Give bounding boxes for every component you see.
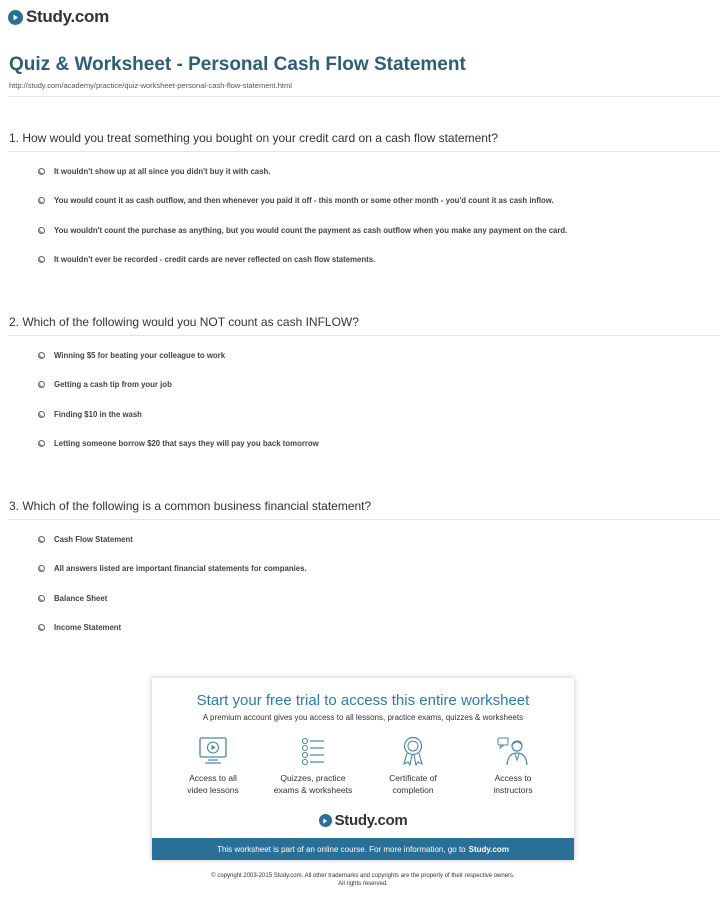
play-icon (8, 10, 23, 25)
answer-option[interactable] (38, 380, 172, 389)
feature-label-line2: video lessons (187, 785, 239, 795)
study-logo[interactable] (8, 7, 109, 27)
feature-label-line1: Access to all (189, 773, 237, 783)
answer-text: You wouldn't count the purchase as anything, but you would count the payment as cash outflow when you make any payment on the card. (54, 226, 568, 235)
answer-option[interactable] (38, 564, 307, 573)
feature-instructors (463, 736, 563, 796)
feature-label-line1: Certificate of (389, 773, 437, 783)
answer-option[interactable] (38, 535, 133, 544)
answer-option[interactable] (38, 623, 121, 632)
feature-label-line2: completion (392, 785, 434, 795)
feature-video-lessons (163, 736, 263, 796)
radio-icon[interactable] (38, 197, 45, 204)
radio-icon[interactable] (38, 352, 45, 359)
answer-option[interactable] (38, 196, 554, 205)
radio-icon[interactable] (38, 168, 45, 175)
checklist-icon (296, 736, 330, 766)
divider (9, 151, 719, 152)
feature-label-line1: Quizzes, practice (280, 773, 346, 783)
feature-label-line2: exams & worksheets (273, 785, 353, 795)
answer-option[interactable] (38, 167, 270, 176)
study-link[interactable]: Study.com (468, 844, 509, 854)
radio-icon[interactable] (38, 624, 45, 631)
radio-icon[interactable] (38, 256, 45, 263)
answer-option[interactable] (38, 439, 319, 448)
page-url[interactable]: http://study.com/academy/practice/quiz-worksheet-personal-cash-flow-statement.html (9, 81, 292, 90)
answer-text: Balance Sheet (54, 594, 108, 603)
radio-icon[interactable] (38, 595, 45, 602)
feature-label-line1: Access to (494, 773, 532, 783)
promo-subtitle: A premium account gives you access to all lessons, practice exams, quizzes & worksheets (202, 713, 524, 722)
answer-text: It wouldn't ever be recorded - credit cards are never reflected on cash flow statements. (54, 255, 376, 264)
answer-text: All answers listed are important financial statements for companies. (54, 564, 307, 573)
radio-icon[interactable] (38, 381, 45, 388)
play-icon (319, 814, 332, 827)
instructor-icon (496, 736, 530, 766)
promo-study-logo[interactable] (152, 812, 574, 829)
answer-option[interactable] (38, 226, 567, 235)
copyright-line2: All rights reserved. (338, 881, 388, 887)
question-3: 3. Which of the following is a common business financial statement? (9, 499, 372, 513)
divider (9, 96, 719, 97)
radio-icon[interactable] (38, 227, 45, 234)
answer-option[interactable] (38, 351, 225, 360)
question-1: 1. How would you treat something you bought on your credit card on a cash flow statement? (9, 131, 498, 145)
answer-text: Income Statement (54, 623, 122, 632)
promo-footer-banner (152, 838, 574, 860)
answer-text: Letting someone borrow $20 that says they will pay you back tomorrow (54, 439, 319, 448)
divider (9, 335, 719, 336)
answer-option[interactable] (38, 594, 107, 603)
certificate-ribbon-icon (396, 736, 430, 766)
answer-text: Winning $5 for beating your colleague to work (54, 351, 226, 360)
answer-text: It wouldn't show up at all since you didn't buy it with cash. (54, 167, 271, 176)
feature-quizzes (263, 736, 363, 796)
logo-text: Study.com (334, 812, 408, 829)
video-player-icon (196, 736, 230, 766)
logo-text: Study.com (26, 7, 109, 26)
answer-text: Finding $10 in the wash (54, 410, 142, 419)
divider (9, 519, 719, 520)
question-2: 2. Which of the following would you NOT count as cash INFLOW? (9, 315, 359, 329)
copyright-line1: © copyright 2003-2015 Study.com. All other trademarks and copyrights are the property of their respective owners. (211, 873, 515, 879)
answer-option[interactable] (38, 410, 142, 419)
promo-title[interactable]: Start your free trial to access this entire worksheet (196, 692, 530, 709)
answer-text: Cash Flow Statement (54, 535, 133, 544)
free-trial-promo[interactable] (152, 678, 574, 860)
radio-icon[interactable] (38, 536, 45, 543)
copyright (152, 872, 574, 888)
page-title: Quiz & Worksheet - Personal Cash Flow Statement (9, 54, 466, 75)
answer-option[interactable] (38, 255, 375, 264)
answer-text: Getting a cash tip from your job (54, 380, 172, 389)
answer-text: You would count it as cash outflow, and then whenever you paid it off - this month or some other month - you'd count it as cash inflow. (54, 196, 554, 205)
promo-footer-text: This worksheet is part of an online course. For more information, go to (217, 844, 466, 854)
radio-icon[interactable] (38, 411, 45, 418)
feature-certificate (363, 736, 463, 796)
radio-icon[interactable] (38, 440, 45, 447)
radio-icon[interactable] (38, 565, 45, 572)
feature-label-line2: instructors (493, 785, 533, 795)
